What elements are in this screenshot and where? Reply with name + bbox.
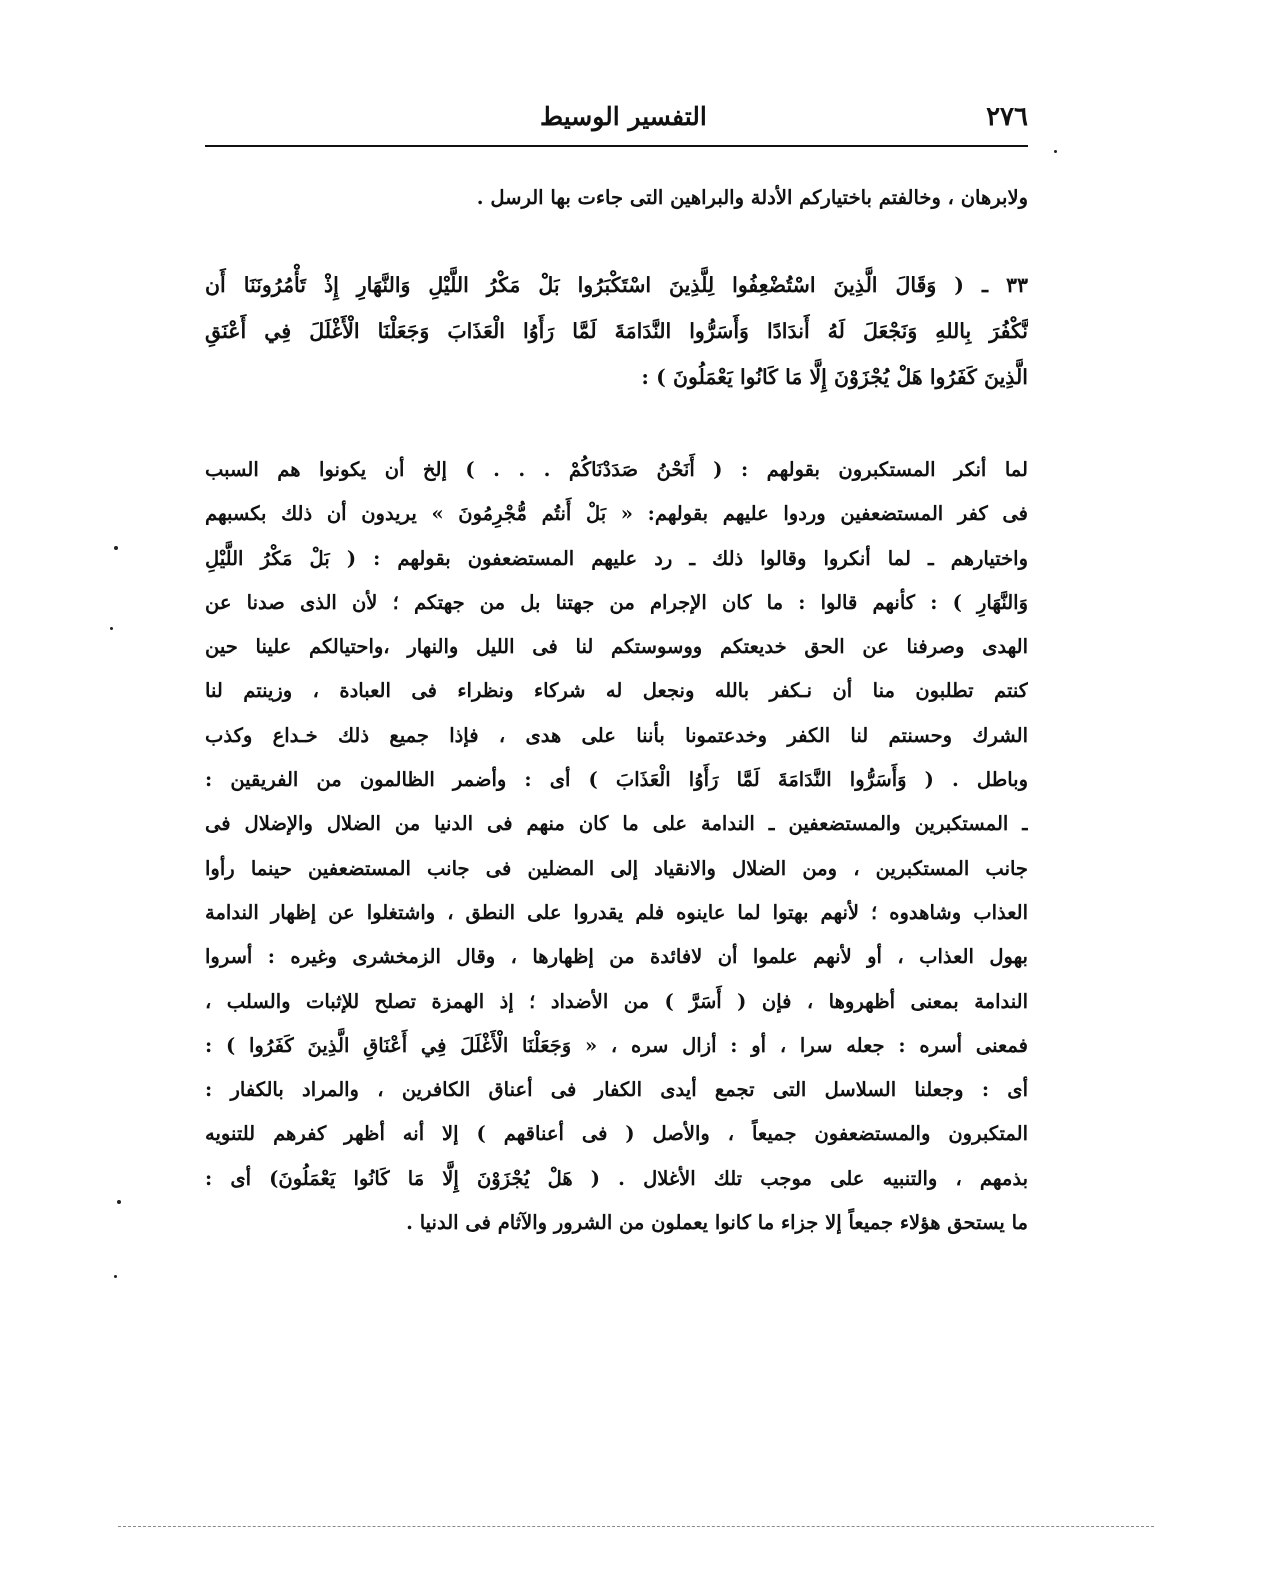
scan-speck [114, 1275, 117, 1278]
intro-paragraph [205, 178, 1028, 218]
text-line: العذاب وشاهدوه ؛ لأنهم بهتوا لما عاينوه فلم يقدروا على النطق ، واشتغلوا عن إظهار الندامة [205, 900, 1028, 924]
scan-speck [117, 1200, 121, 1204]
text-line: ولابرهان ، وخالفتم باختياركم الأدلة والبراهين التى جاءت بها الرسل . [476, 186, 1028, 209]
text-line: ـ المستكبرين والمستضعفين ـ الندامة على ما كان منهم فى الدنيا من الضلال والإضلال فى [205, 812, 1028, 836]
text-line: جانب المستكبرين ، ومن الضلال والانقياد إلى المضلين فى جانب المستضعفين حينما رأوا [205, 856, 1028, 880]
text-line: بذمهم ، والتنبيه على موجب تلك الأغلال . ( هَلْ يُجْزَوْنَ إِلَّا مَا كَانُوا يَعْمَلُونَ) أى : [205, 1166, 1028, 1190]
scan-speck [110, 627, 113, 630]
text-line: الندامة بمعنى أظهروها ، فإن ( أَسَرَّ ) من الأضداد ؛ إذ الهمزة تصلح للإثبات والسلب ، [205, 989, 1028, 1013]
quranic-verse [205, 262, 1028, 400]
text-line: الشرك وحسنتم لنا الكفر وخدعتمونا بأننا على هدى ، فإذا جميع ذلك خـداع وكذب [205, 723, 1028, 747]
page-header [205, 98, 1028, 148]
scan-speck [114, 546, 118, 550]
text-line: ما يستحق هؤلاء جميعاً إلا جزاء ما كانوا يعملون من الشرور والآثام فى الدنيا . [406, 1211, 1028, 1235]
text-line: فى كفر المستضعفين وردوا عليهم بقولهم: « بَلْ أَنتُم مُّجْرِمُونَ » يريدون أن ذلك بكسبهم [205, 502, 1028, 526]
scan-edge-line [118, 1526, 1154, 1527]
text-line: وباطل . ( وَأَسَرُّوا النَّدَامَةَ لَمَّا رَأَوُا الْعَذَابَ ) أى : وأضمر الظالمون من الفريقين : [205, 768, 1028, 792]
verse-line: نَّكْفُرَ بِاللهِ وَنَجْعَلَ لَهُ أَندَادًا وَأَسَرُّوا النَّدَامَةَ لَمَّا رَأَوُا الْعَذَابَ وَجَعَلْنَا الْأَغْلَلَ فِي أَعْنَقِ [205, 319, 1028, 343]
text-line: واختيارهم ـ لما أنكروا وقالوا ذلك ـ رد عليهم المستضعفون بقولهم : ( بَلْ مَكْرُ اللَّيْلِ [205, 546, 1028, 570]
text-line: المتكبرون والمستضعفون جميعاً ، والأصل ( فى أعناقهم ) إلا أنه أظهر كفرهم للتنويه [205, 1122, 1028, 1146]
text-line: وَالنَّهَارِ ) : كأنهم قالوا : ما كان الإجرام من جهتنا بل من جهتكم ؛ لأن الذى صدنا عن [205, 590, 1028, 614]
running-title: التفسير الوسيط [540, 102, 707, 131]
text-line: كنتم تطلبون منا أن نـكفر بالله ونجعل له شركاء ونظراء فى العبادة ، وزينتم لنا [205, 679, 1028, 703]
page-number: ٢٧٦ [986, 102, 1028, 132]
verse-line: الَّذِينَ كَفَرُوا هَلْ يُجْزَوْنَ إِلَّا مَا كَانُوا يَعْمَلُونَ ) : [641, 365, 1028, 389]
text-line: الهدى وصرفنا عن الحق خديعتكم ووسوستكم لنا فى الليل والنهار ،واحتيالكم علينا حين [205, 635, 1028, 659]
verse-line: ٣٣ ـ ( وَقَالَ الَّذِينَ اسْتُضْعِفُوا لِلَّذِينَ اسْتَكْبَرُوا بَلْ مَكْرُ اللَّيْلِ وَالنَّهَارِ إِذْ تَأْمُرُونَنَا أَن [205, 273, 1028, 297]
commentary-paragraph [205, 448, 1028, 1245]
text-line: أى : وجعلنا السلاسل التى تجمع أيدى الكفار فى أعناق الكافرين ، والمراد بالكفار : [205, 1078, 1028, 1102]
text-line: بهول العذاب ، أو لأنهم علموا أن لافائدة من إظهارها ، وقال الزمخشرى وغيره : أسروا [205, 945, 1028, 969]
header-rule [205, 145, 1028, 147]
text-line: لما أنكر المستكبرون بقولهم : ( أَنَحْنُ صَدَدْنَاكُمْ . . . ) إلخ أن يكونوا هم السبب [205, 458, 1028, 481]
scan-speck [1054, 150, 1057, 153]
text-line: فمعنى أسره : جعله سرا ، أو : أزال سره ، « وَجَعَلْنَا الْأَغْلَلَ فِي أَعْنَاقِ الَّذِينَ كَفَرُوا ) : [205, 1033, 1028, 1057]
